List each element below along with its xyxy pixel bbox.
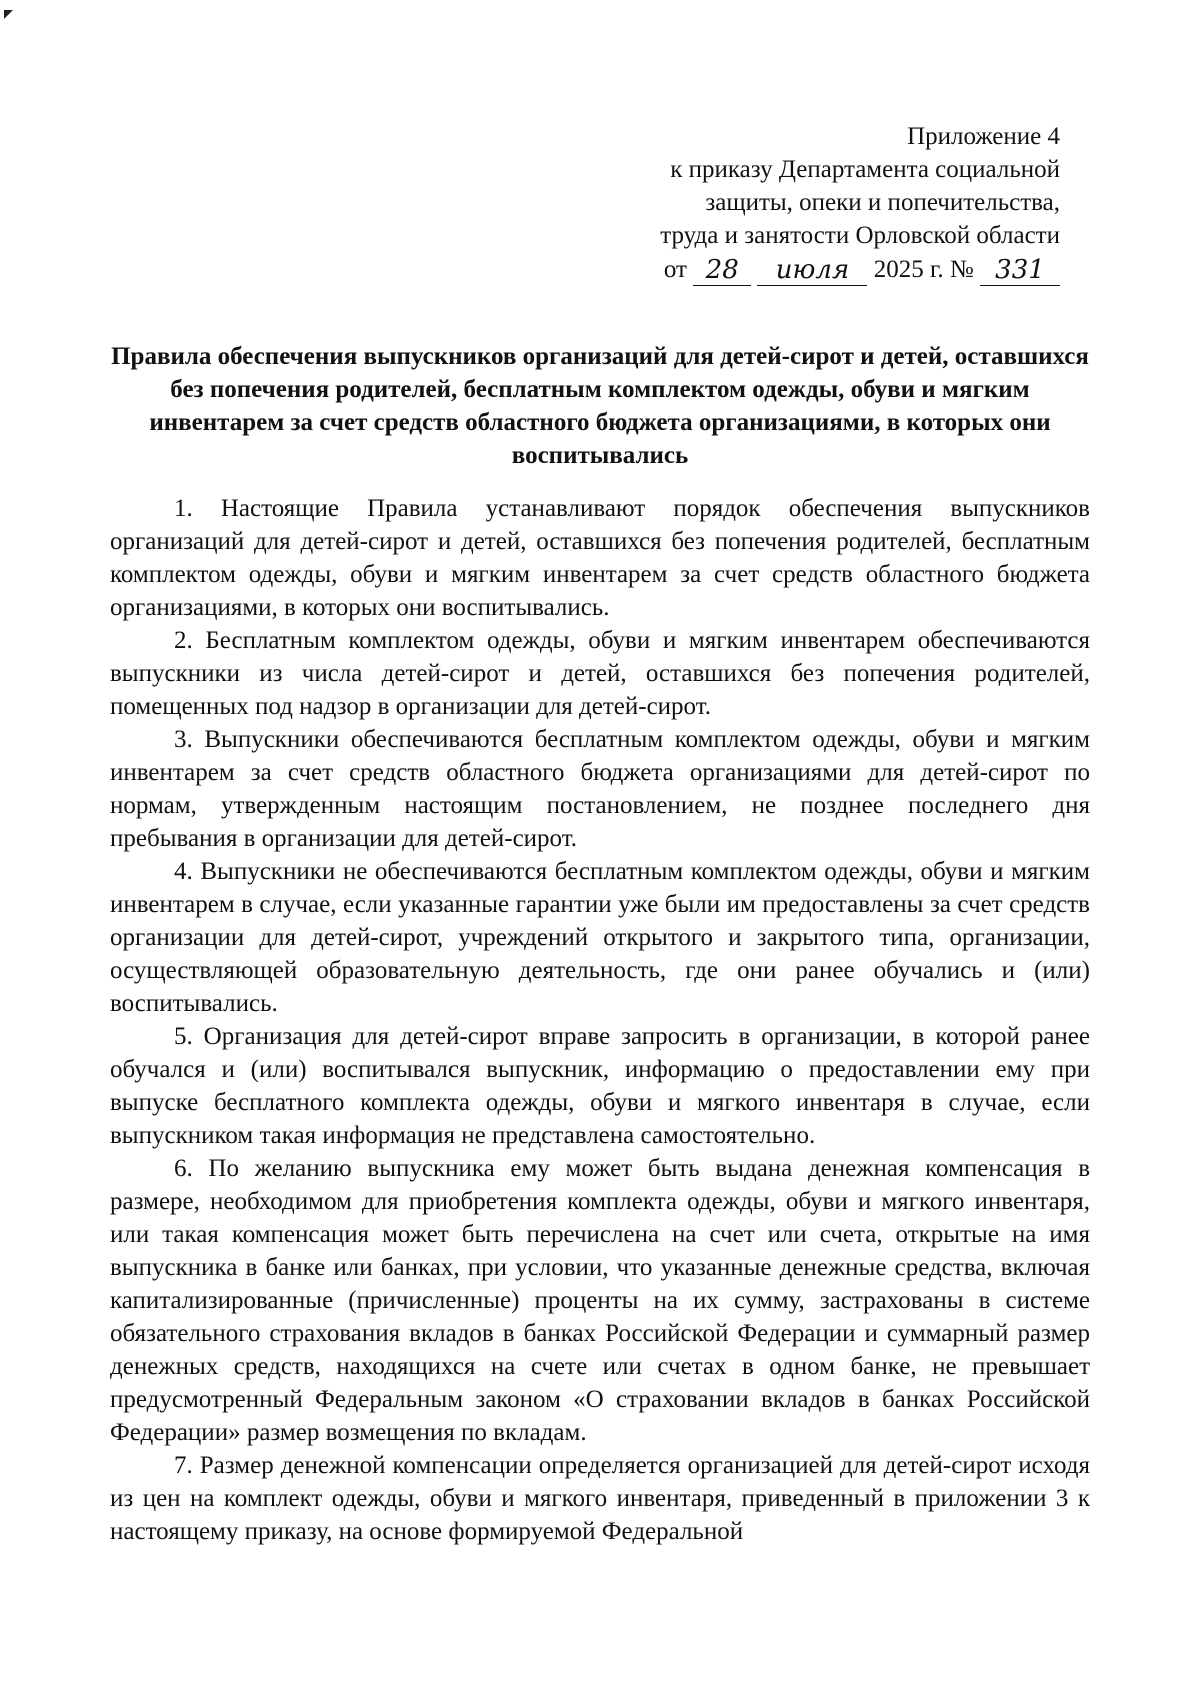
- appendix-order-ref: к приказу Департамента социальной: [670, 156, 1060, 183]
- paragraph-3: 3. Выпускники обеспечиваются бесплатным комплектом одежды, обуви и мягким инвентарем за счет средств областного бюджета организациями для детей-сирот по нормам, утвержденным настоящим постановлением, не позднее последнего дня пребывания в организации для детей-сирот.: [110, 726, 1090, 852]
- appendix-region-line: труда и занятости Орловской области: [660, 222, 1060, 249]
- appendix-department-line: защиты, опеки и попечительства,: [705, 189, 1060, 216]
- paragraph-7: 7. Размер денежной компенсации определяется организацией для детей-сирот исходя из цен на комплект одежды, обуви и мягкого инвентаря, приведенный в приложении 3 к настоящему приказу, на основе формируемой Федеральной: [110, 1452, 1090, 1545]
- paragraph-1: 1. Настоящие Правила устанавливают порядок обеспечения выпускников организаций для детей-сирот и детей, оставшихся без попечения родителей, бесплатным комплектом одежды, обуви и мягким инвентарем за счет средств областного бюджета организациями, в которых они воспитывались.: [110, 495, 1090, 621]
- scan-corner-mark: [4, 10, 13, 19]
- paragraph-4: 4. Выпускники не обеспечиваются бесплатным комплектом одежды, обуви и мягким инвентарем в случае, если указанные гарантии уже были им предоставлены за счет средств организации для детей-сирот, учреждений открытого и закрытого типа, организации, осуществляющей образовательную деятельность, где они ранее обучались и (или) воспитывались.: [110, 858, 1090, 1017]
- date-year: 2025 г. №: [873, 256, 974, 283]
- paragraph-5: 5. Организация для детей-сирот вправе запросить в организации, в которой ранее обучался и (или) воспитывался выпускник, информацию о предоставлении ему при выпуске бесплатного комплекта одежды, обуви и мягкого инвентаря в случае, если выпускником такая информация не представлена самостоятельно.: [110, 1023, 1090, 1149]
- document-title: Правила обеспечения выпускников организаций для детей-сирот и детей, оставшихся без попечения родителей, бесплатным комплектом одежды, обуви и мягким инвентарем за счет средств областного бюджета организациями, в которых они воспитывались: [111, 343, 1089, 469]
- appendix-date-line: [540, 252, 1060, 286]
- document-body: [110, 492, 1090, 1548]
- paragraph-2: 2. Бесплатным комплектом одежды, обуви и мягким инвентарем обеспечиваются выпускники из числа детей-сирот и детей, оставшихся без попечения родителей, помещенных под надзор в организации для детей-сирот.: [110, 627, 1090, 720]
- handwritten-day: 28: [693, 252, 751, 286]
- paragraph-6: 6. По желанию выпускника ему может быть выдана денежная компенсация в размере, необходимом для приобретения комплекта одежды, обуви и мягкого инвентаря, или такая компенсация может быть перечислена на счет или счета, открытые на имя выпускника в банке или банках, при условии, что указанные денежные средства, включая капитализированные (причисленные) проценты на их сумму, застрахованы в системе обязательного страхования вкладов в банках Российской Федерации и суммарный размер денежных средств, находящихся на счете или счетах в одном банке, не превышает предусмотренный Федеральным законом «О страховании вкладов в банках Российской Федерации» размер возмещения по вкладам.: [110, 1155, 1090, 1446]
- date-prefix: от: [663, 256, 687, 283]
- handwritten-month: июля: [757, 252, 867, 286]
- appendix-number: Приложение 4: [907, 123, 1060, 150]
- appendix-header: [540, 120, 1060, 286]
- handwritten-order-number: 331: [980, 252, 1060, 286]
